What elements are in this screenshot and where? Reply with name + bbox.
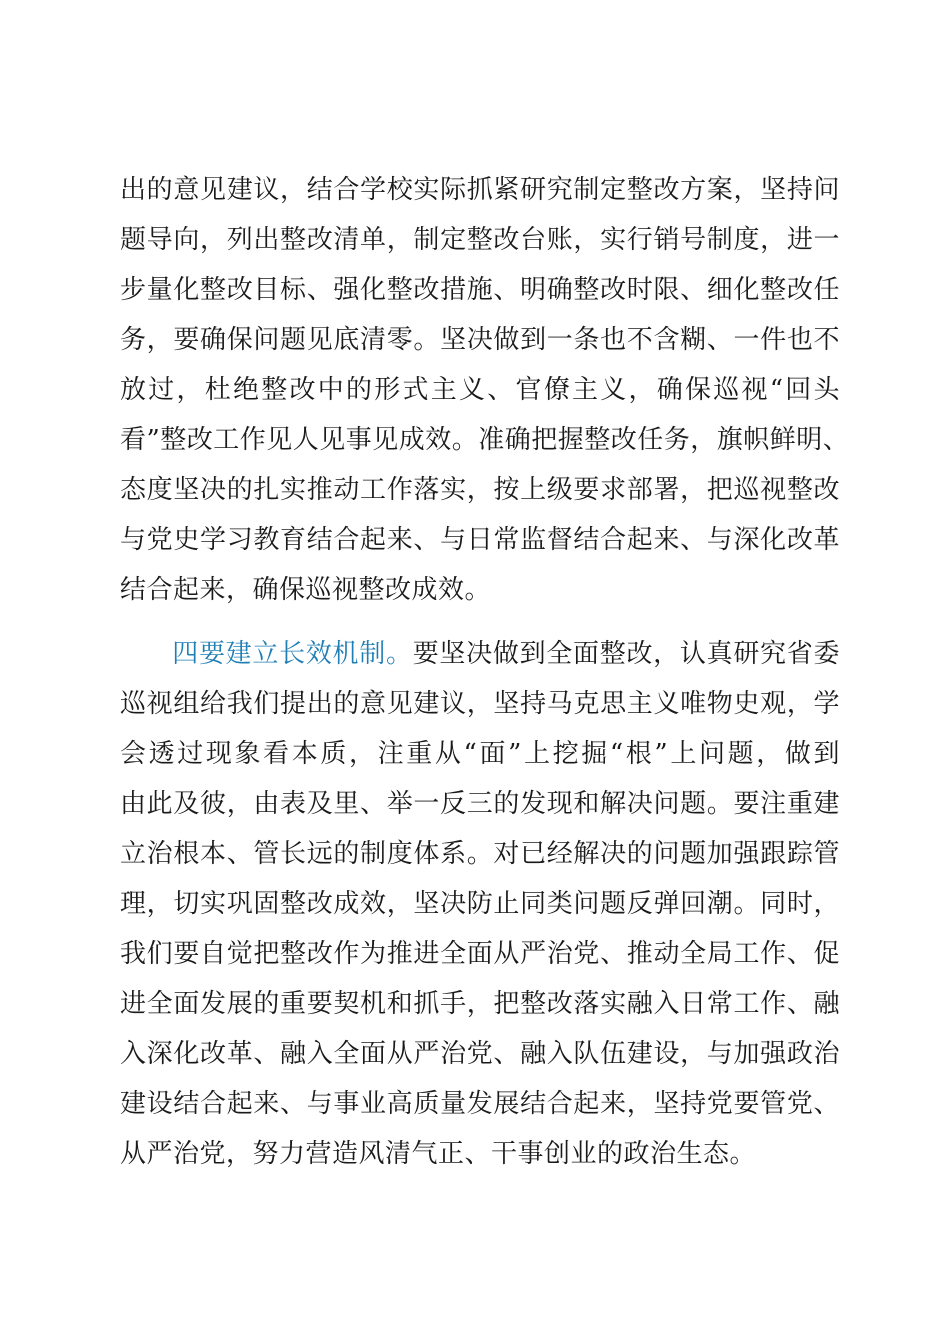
text-line: 我们要自觉把整改作为推进全面从严治党、推动全局工作、促: [120, 939, 840, 969]
text-line: 结合起来，确保巡视整改成效。: [120, 575, 492, 605]
text-line: 进全面发展的重要契机和抓手，把整改落实融入日常工作、融: [120, 989, 840, 1019]
text-line: 巡视组给我们提出的意见建议，坚持马克思主义唯物史观，学: [120, 689, 840, 719]
text-line: 步量化整改目标、强化整改措施、明确整改时限、细化整改任: [120, 275, 840, 305]
text-line: 放过，杜绝整改中的形式主义、官僚主义，确保巡视“回头: [120, 375, 840, 405]
text-line: 由此及彼，由表及里、举一反三的发现和解决问题。要注重建: [120, 789, 840, 819]
text-line: 题导向，列出整改清单，制定整改台账，实行销号制度，进一: [120, 225, 840, 255]
text-line: 立治根本、管长远的制度体系。对已经解决的问题加强跟踪管: [120, 839, 840, 869]
text-line: 理，切实巩固整改成效，坚决防止同类问题反弹回潮。同时，: [120, 889, 840, 919]
section-heading: 四要建立长效机制。: [172, 639, 413, 669]
first-line-text: 要坚决做到全面整改，认真研究省委: [412, 639, 840, 669]
text-line: 态度坚决的扎实推动工作落实，按上级要求部署，把巡视整改: [120, 475, 840, 505]
text-line: 看”整改工作见人见事见成效。准确把握整改任务，旗帜鲜明、: [120, 425, 850, 455]
text-line: 与党史学习教育结合起来、与日常监督结合起来、与深化改革: [120, 525, 840, 555]
text-line: 务，要确保问题见底清零。坚决做到一条也不含糊、一件也不: [120, 325, 840, 355]
text-line: 入深化改革、融入全面从严治党、融入队伍建设，与加强政治: [120, 1039, 840, 1069]
paragraph-rectification: [120, 165, 850, 615]
text-line: 会透过现象看本质，注重从“面”上挖掘“根”上问题，做到: [120, 739, 840, 769]
paragraph-long-term-mechanism: [120, 629, 840, 1179]
text-line: 出的意见建议，结合学校实际抓紧研究制定整改方案，坚持问: [120, 175, 840, 205]
text-line: 建设结合起来、与事业高质量发展结合起来，坚持党要管党、: [120, 1089, 840, 1119]
first-line: [120, 629, 840, 679]
text-line: 从严治党，努力营造风清气正、干事创业的政治生态。: [120, 1139, 757, 1169]
